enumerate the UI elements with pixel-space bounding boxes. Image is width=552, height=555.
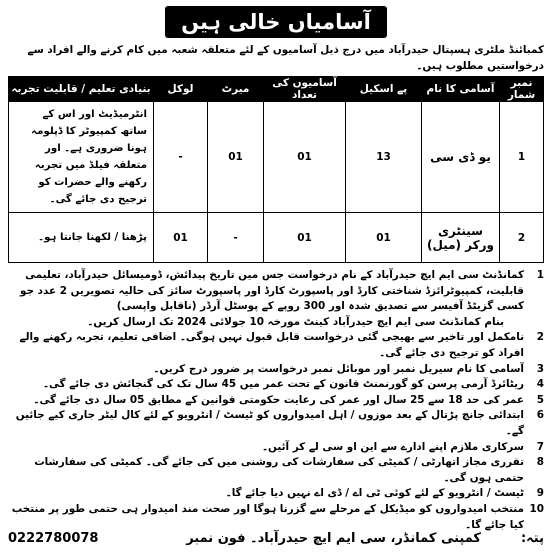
address-label: پتہ:	[520, 531, 544, 546]
contact-footer	[8, 529, 544, 549]
note-item	[8, 377, 544, 393]
header-merit: میرٹ	[208, 77, 264, 102]
note-number: 8	[536, 456, 544, 469]
note-text: ٹیسٹ / انٹرویو کے لئے کوئی ٹی اے / ڈی اے نہیں دیا جائے گا۔	[225, 487, 524, 500]
address-text: کمپنی کمانڈر، سی ایم ایچ حیدرآباد۔ فون نمبر	[186, 531, 481, 546]
cell-post: یو ڈی سی	[422, 102, 500, 213]
note-text: سرکاری ملازم اپنے ادارے سے این او سی لے کر آئیں۔	[261, 440, 524, 453]
table-header-row	[9, 77, 544, 102]
note-text: آسامی کا نام سیریل نمبر اور موبائل نمبر درخواست پر ضرور درج کریں۔	[153, 362, 524, 375]
note-item	[8, 362, 544, 378]
cell-post: سینٹری ورکر (میل)	[422, 213, 500, 263]
note-number: 7	[536, 440, 544, 453]
note-text: ابتدائی جانچ پڑتال کے بعد موزوں / اہل امیدواروں کو ٹیسٹ / انٹرویو کے لئے کال لیٹر جاری کیے جائیں گے۔	[15, 409, 524, 437]
page-title: آسامیاں خالی ہیں	[165, 6, 387, 38]
cell-qualification: پڑھنا / لکھنا جانتا ہو۔	[9, 213, 154, 263]
cell-local: 01	[154, 213, 208, 263]
note-text: منتخب امیدواروں کو میڈیکل کے مرحلے سے گزرنا ہوگا اور صحت مند امیدوار ہی حتمی طور پر منتخب کیا جائے گا۔	[11, 502, 524, 531]
cell-qualification: انٹرمیڈیٹ اور اس کے ساتھ کمپیوٹر کا ڈپلومہ ہونا ضروری ہے۔ اور متعلقہ فیلڈ میں تجربہ رکھنے والے حضرات کو ترجیح دی جائے گی۔	[9, 102, 154, 213]
cell-scale: 01	[346, 213, 422, 263]
header-num: نمبر شمار	[500, 77, 544, 102]
table-row	[9, 102, 544, 213]
cell-num: 1	[500, 102, 544, 213]
header-qualification: بنیادی تعلیم / قابلیت تجربہ	[9, 77, 154, 102]
note-number: 6	[536, 409, 544, 422]
note-text: بنام کمانڈنٹ سی ایم ایچ حیدرآباد کینٹ مورخہ 10 جولائی 2024 تک ارسال کریں۔	[87, 315, 504, 328]
notes-list	[8, 268, 544, 533]
header-local: لوکل	[154, 77, 208, 102]
note-item	[8, 315, 544, 331]
note-number: 5	[536, 393, 544, 406]
note-text: نامکمل اور تاخیر سے بھیجی گئی درخواست قابل قبول نہیں ہوگی۔ اضافی تعلیم، تجربہ رکھنے والے افراد کو ترجیح دی جائے گی۔	[19, 331, 524, 359]
note-item	[8, 440, 544, 456]
intro-text: کمبائنڈ ملٹری ہسپتال حیدرآباد میں درج ذیل آسامیوں کے لئے متعلقہ شعبہ میں کام کرنے والے افراد سے درخواستیں مطلوب ہیں۔	[27, 44, 544, 72]
note-number: 10	[529, 502, 544, 515]
note-item	[8, 330, 544, 361]
cell-local: -	[154, 102, 208, 213]
cell-count: 01	[264, 102, 346, 213]
note-item	[8, 455, 544, 486]
note-text: کمانڈنٹ سی ایم ایچ حیدرآباد کے نام درخواست جس میں تاریخ پیدائش، ڈومیسائل حیدرآباد، تعلیمی قابلیت، کمپیوٹرائزڈ شناختی کارڈ اور پاسپورٹ کارڈ اور پاسپورٹ سائز کی حالیہ تصویریں 2 عدد جو کسی گزیٹڈ آفیسر سے تصدیق شدہ اور 300 روپے کے پوسٹل آرڈر (ناقابل واپسی)	[20, 269, 524, 313]
note-number: 9	[536, 487, 544, 500]
note-text: ریٹائرڈ آرمی پرسن کو گورنمنٹ قانون کے تحت عمر میں 45 سال تک کی گنجائش دی جائے گی۔	[42, 378, 524, 391]
cell-count: 01	[264, 213, 346, 263]
note-number: 1	[536, 269, 544, 281]
cell-scale: 13	[346, 102, 422, 213]
note-item	[8, 393, 544, 409]
note-number: 3	[536, 362, 544, 375]
header-post: آسامی کا نام	[422, 77, 500, 102]
cell-merit: -	[208, 213, 264, 263]
note-item	[8, 408, 544, 439]
cell-num: 2	[500, 213, 544, 263]
title-banner	[8, 4, 544, 42]
header-count: آسامیوں کی تعداد	[264, 77, 346, 102]
header-scale: پے اسکیل	[346, 77, 422, 102]
cell-merit: 01	[208, 102, 264, 213]
note-text: تقرری مجاز اتھارٹی / کمیٹی کی سفارشات کی روشنی میں کی جائے گی۔ کمیٹی کی سفارشات حتمی ہوں گی۔	[34, 456, 524, 484]
vacancy-table	[8, 76, 544, 263]
note-item	[8, 268, 544, 315]
note-item	[8, 486, 544, 502]
note-text: عمر کی حد 18 سے 25 سال اور عمر کی رعایت حکومتی قوانین کے مطابق 05 سال دی جائے گی۔	[33, 393, 524, 406]
note-number: 4	[536, 378, 544, 391]
phone-number: 0222780078	[8, 531, 99, 546]
table-row	[9, 213, 544, 263]
note-number: 2	[536, 331, 544, 344]
